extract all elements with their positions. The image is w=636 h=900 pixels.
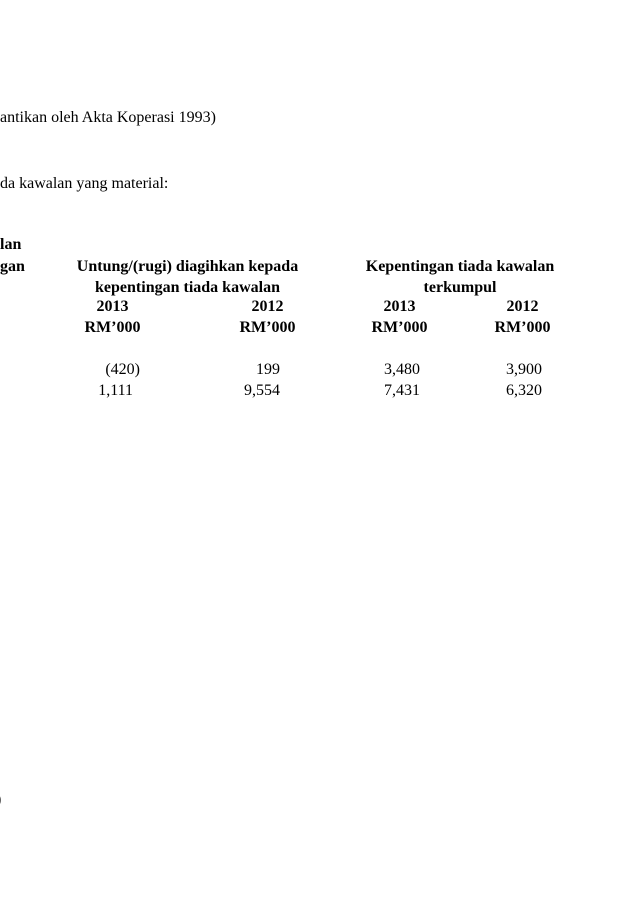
- left-column-header-line1: lan: [0, 236, 22, 253]
- group1-title-line1: Untung/(rugi) diagihkan kepada: [76, 258, 299, 275]
- group2-title-line1: Kepentingan tiada kawalan: [365, 258, 555, 275]
- table-cell: 7,431: [384, 382, 420, 399]
- unit-header: RM’000: [239, 319, 296, 336]
- table-cell: (420): [105, 361, 140, 378]
- table-cell: 9,554: [244, 382, 280, 399]
- group1-title-line2: kepentingan tiada kawalan: [95, 279, 280, 296]
- act-reference-text: antikan oleh Akta Koperasi 1993): [0, 109, 216, 126]
- group2-title-line2: terkumpul: [423, 279, 497, 296]
- year-header: 2013: [383, 298, 416, 315]
- left-column-header-line2: gan: [0, 258, 25, 275]
- unit-header: RM’000: [494, 319, 551, 336]
- table-cell: 3,900: [506, 361, 542, 378]
- table-cell: 3,480: [384, 361, 420, 378]
- intro-text: da kawalan yang material:: [0, 175, 169, 192]
- year-header: 2012: [506, 298, 539, 315]
- year-header: 2012: [251, 298, 284, 315]
- year-header: 2013: [96, 298, 129, 315]
- table-cell: 1,111: [98, 382, 133, 399]
- unit-header: RM’000: [371, 319, 428, 336]
- table-cell: 199: [256, 361, 280, 378]
- table-cell: 6,320: [506, 382, 542, 399]
- page-number-fragment: [0, 791, 1, 809]
- unit-header: RM’000: [84, 319, 141, 336]
